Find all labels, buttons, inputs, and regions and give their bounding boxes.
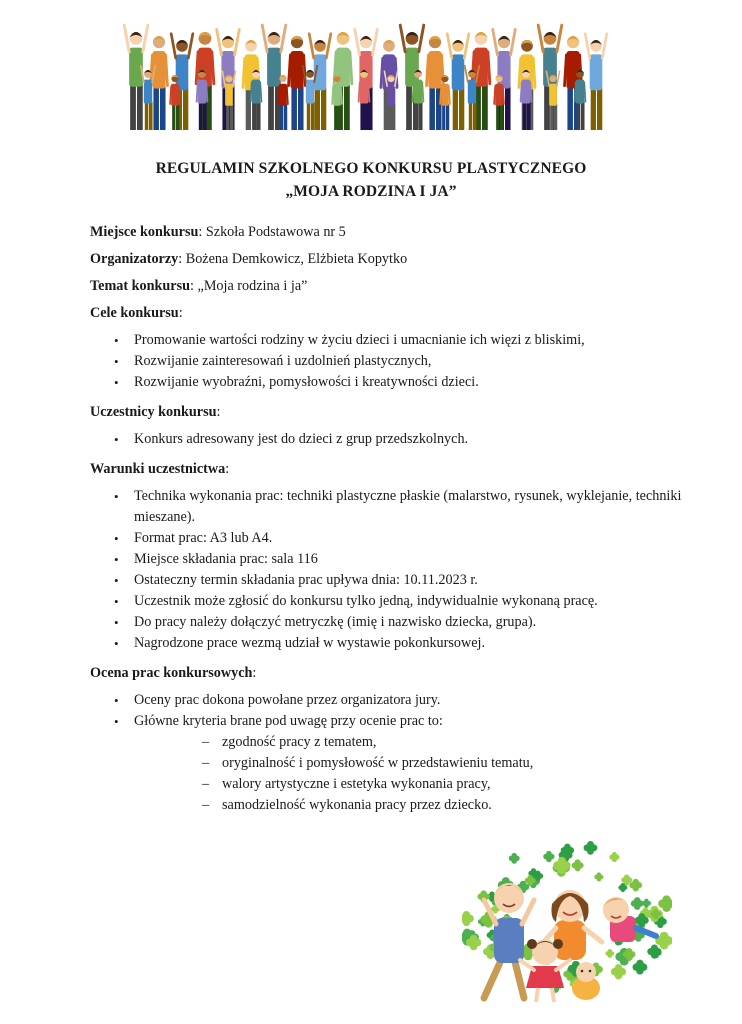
list-item: • Technika wykonania prac: techniki plastyczne płaskie (malarstwo, rysunek, wyklejanie, techniki mieszane). bbox=[90, 486, 690, 528]
location-label: Miejsce konkursu bbox=[90, 224, 199, 240]
organizers-row: Organizatorzy: Bożena Demkowicz, Elżbieta Kopytko bbox=[90, 251, 408, 267]
evaluation-list bbox=[90, 690, 690, 816]
criteria-item: – zgodność pracy z tematem, bbox=[134, 732, 690, 753]
organizers-label: Organizatorzy bbox=[90, 251, 179, 267]
goals-heading: Cele konkursu: bbox=[90, 305, 183, 321]
list-item bbox=[90, 711, 690, 816]
conditions-heading: Warunki uczestnictwa: bbox=[90, 461, 230, 477]
participants-list bbox=[90, 429, 690, 450]
page-title: REGULAMIN SZKOLNEGO KONKURSU PLASTYCZNEGO bbox=[155, 160, 587, 177]
list-item: • Konkurs adresowany jest do dzieci z grup przedszkolnych. bbox=[90, 429, 690, 450]
regulations-body bbox=[90, 221, 690, 824]
family-clover-illustration bbox=[462, 838, 672, 1008]
goals-list bbox=[90, 330, 690, 393]
evaluation-heading: Ocena prac konkursowych: bbox=[90, 665, 257, 681]
organizers-value: Bożena Demkowicz, Elżbieta Kopytko bbox=[185, 251, 408, 267]
theme-value: „Moja rodzina i ja” bbox=[197, 278, 308, 294]
theme-row: Temat konkursu: „Moja rodzina i ja” bbox=[90, 278, 308, 294]
criteria-item: – samodzielność wykonania pracy przez dziecko. bbox=[134, 795, 690, 816]
list-item: • Nagrodzone prace wezmą udział w wystawie pokonkursowej. bbox=[90, 633, 690, 654]
criteria-item: – walory artystyczne i estetyka wykonania pracy, bbox=[134, 774, 690, 795]
list-item: • Rozwijanie wyobraźni, pomysłowości i kreatywności dzieci. bbox=[90, 372, 690, 393]
page-subtitle: „MOJA RODZINA I JA” bbox=[285, 183, 457, 200]
list-item: • Miejsce składania prac: sala 116 bbox=[90, 549, 690, 570]
conditions-list bbox=[90, 486, 690, 654]
list-item: • Ostateczny termin składania prac upływa dnia: 10.11.2023 r. bbox=[90, 570, 690, 591]
crowd-illustration bbox=[118, 22, 618, 134]
list-item: • Promowanie wartości rodziny w życiu dzieci i umacnianie ich więzi z bliskimi, bbox=[90, 330, 690, 351]
list-item: • Rozwijanie zainteresowań i uzdolnień plastycznych, bbox=[90, 351, 690, 372]
participants-label: Uczestnicy konkursu bbox=[90, 404, 217, 420]
participants-heading: Uczestnicy konkursu: bbox=[90, 404, 221, 420]
conditions-label: Warunki uczestnictwa bbox=[90, 461, 226, 477]
list-item: • Uczestnik może zgłosić do konkursu tylko jedną, indywidualnie wykonaną pracę. bbox=[90, 591, 690, 612]
criteria-list bbox=[134, 732, 690, 816]
theme-label: Temat konkursu bbox=[90, 278, 191, 294]
criteria-intro: Główne kryteria brane pod uwagę przy ocenie prac to: bbox=[134, 713, 443, 729]
location-row: Miejsce konkursu: Szkoła Podstawowa nr 5 bbox=[90, 224, 346, 240]
criteria-item: – oryginalność i pomysłowość w przedstawieniu tematu, bbox=[134, 753, 690, 774]
evaluation-label: Ocena prac konkursowych bbox=[90, 665, 253, 681]
list-item: • Oceny prac dokona powołane przez organizatora jury. bbox=[90, 690, 690, 711]
list-item: • Do pracy należy dołączyć metryczkę (imię i nazwisko dziecka, grupa). bbox=[90, 612, 690, 633]
list-item: • Format prac: A3 lub A4. bbox=[90, 528, 690, 549]
location-value: Szkoła Podstawowa nr 5 bbox=[205, 224, 346, 240]
goals-label: Cele konkursu bbox=[90, 305, 179, 321]
